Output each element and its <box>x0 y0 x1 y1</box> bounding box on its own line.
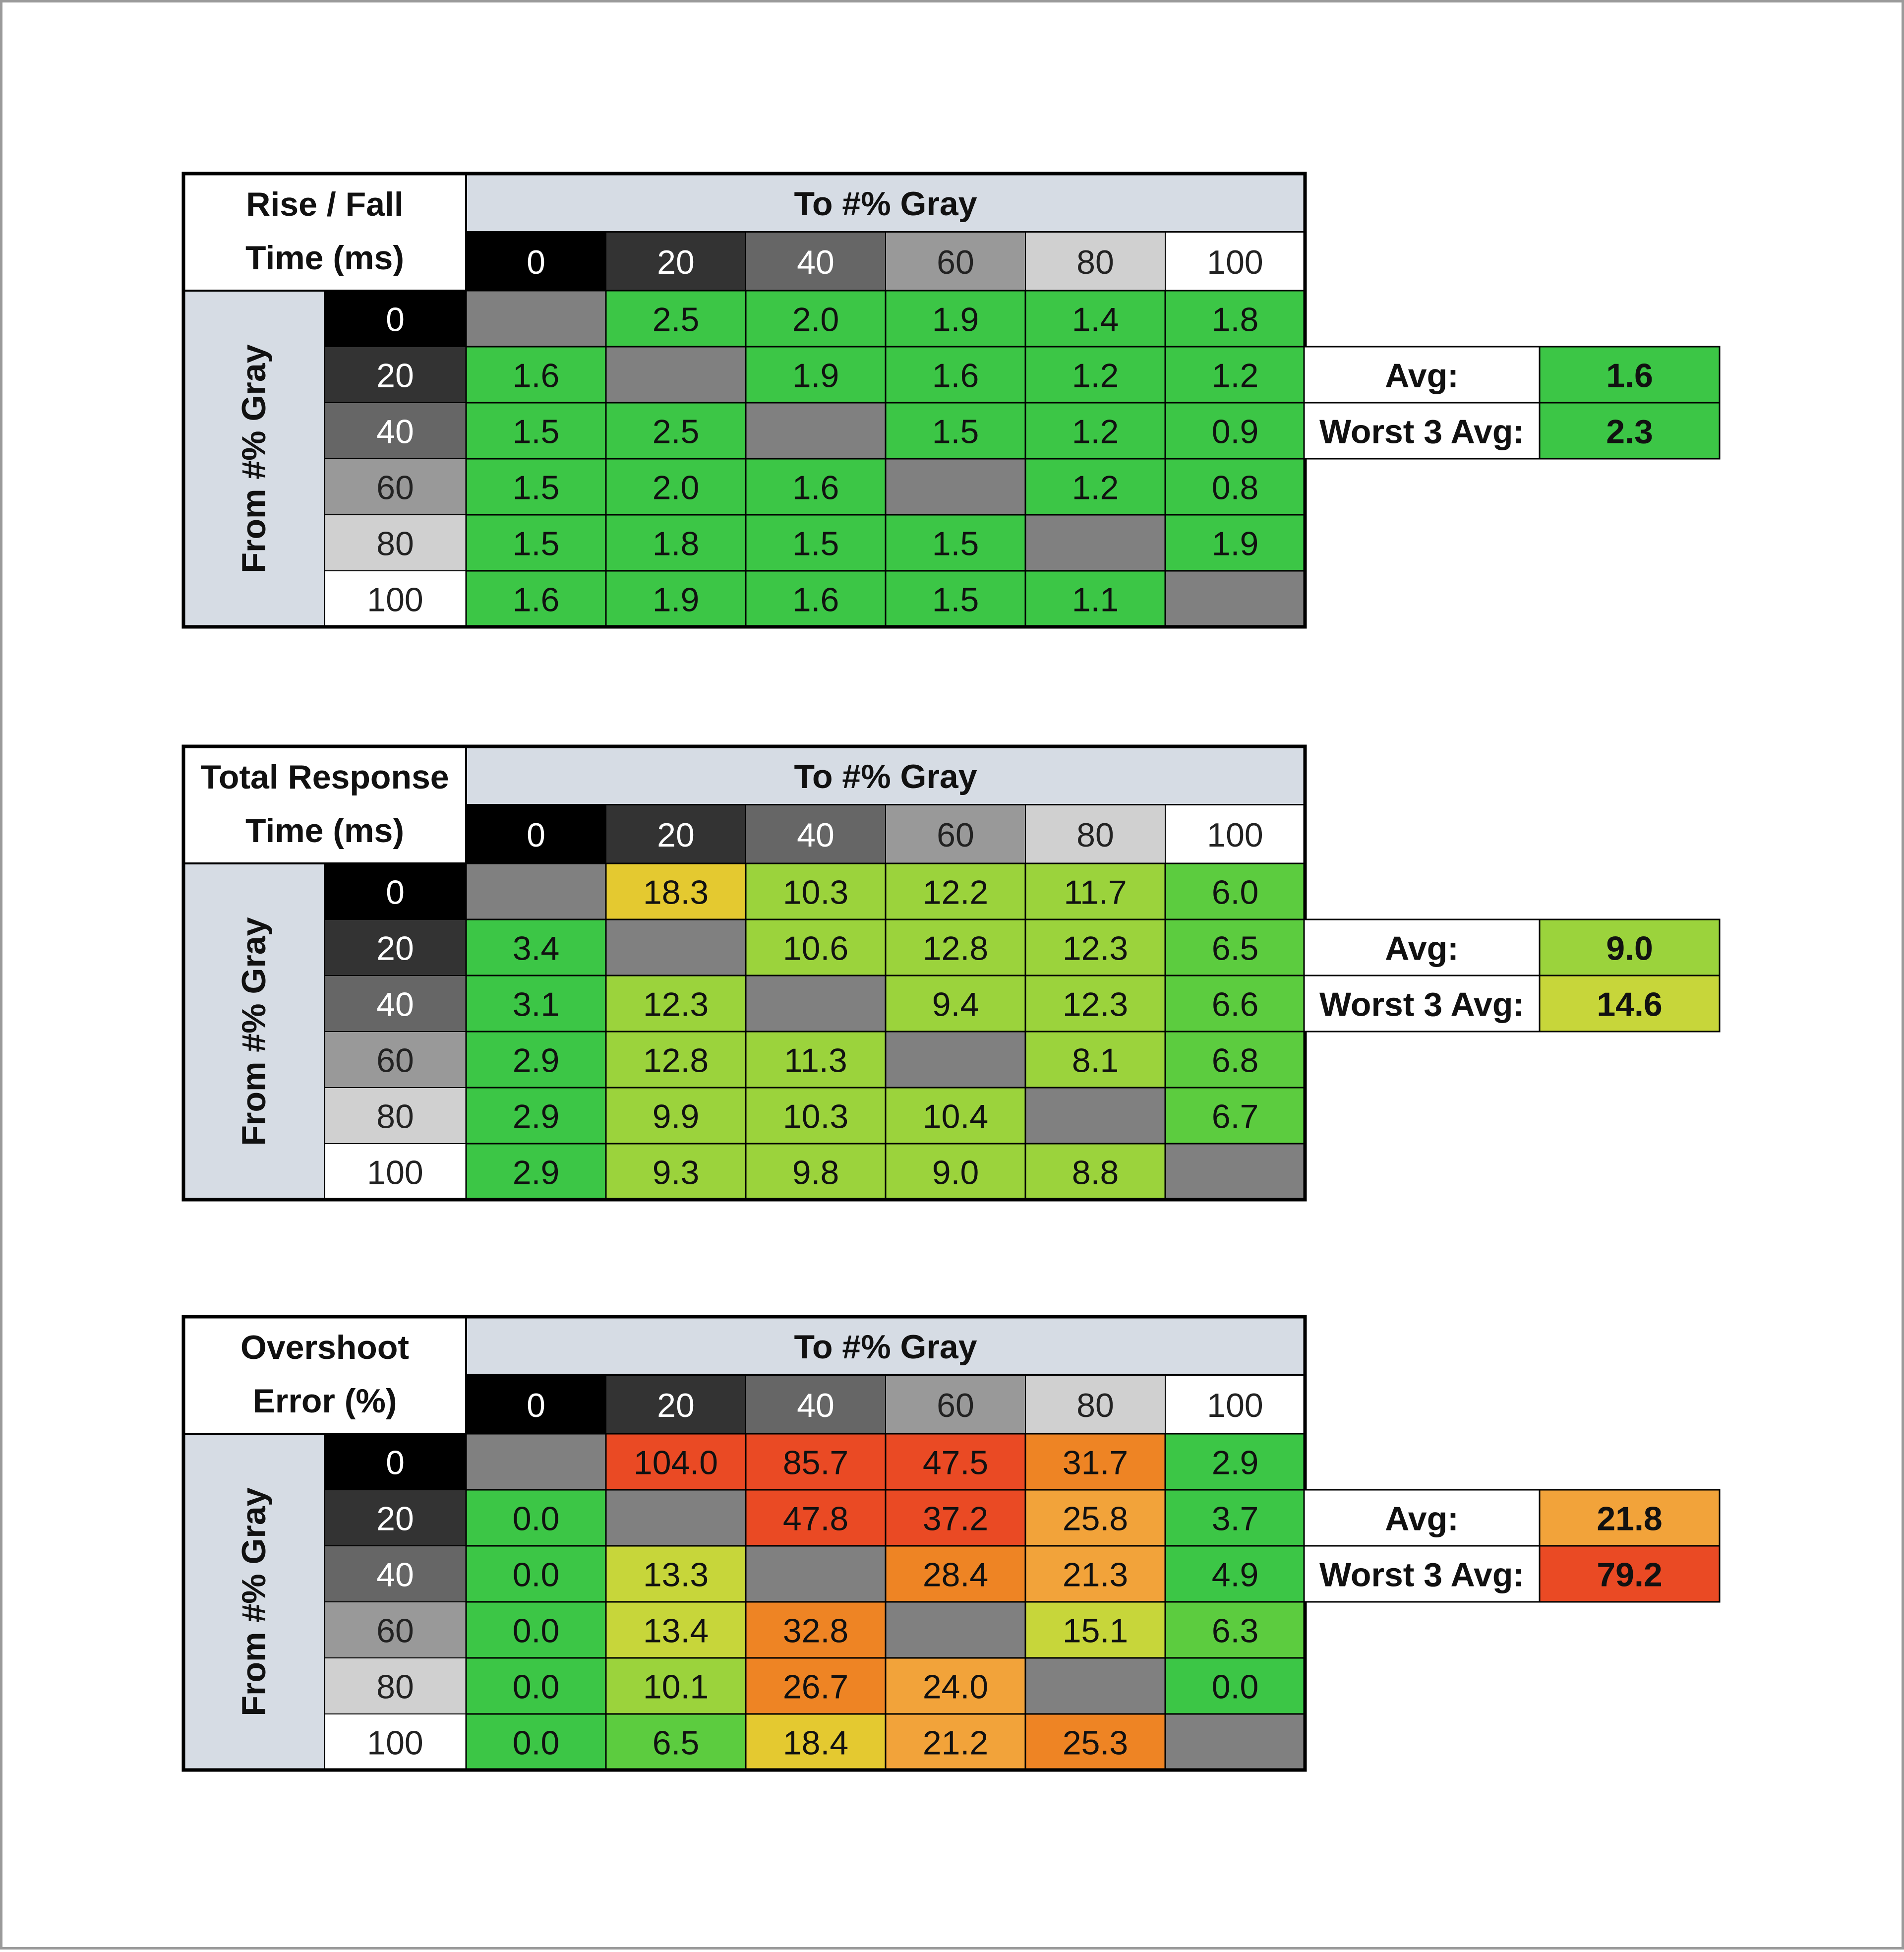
column-level-label: 100 <box>1207 244 1263 281</box>
heatmap-cell-value: 2.9 <box>512 1098 560 1136</box>
heatmap-cell <box>886 1602 1025 1658</box>
heatmap-cell <box>606 1490 746 1546</box>
heatmap-table-1 <box>183 174 1720 627</box>
heatmap-cell <box>606 347 746 403</box>
heatmap-cell-value: 1.5 <box>512 413 560 451</box>
row-level-label: 20 <box>376 929 414 968</box>
row-level-label: 40 <box>376 985 414 1024</box>
summary-value: 1.6 <box>1606 357 1653 395</box>
heatmap-cell-value: 28.4 <box>922 1556 989 1594</box>
column-level-label: 60 <box>937 816 974 854</box>
summary-label: Avg: <box>1385 929 1459 968</box>
column-level-label: 40 <box>797 1387 834 1424</box>
heatmap-cell-value: 0.0 <box>512 1556 560 1594</box>
column-level-label: 40 <box>797 816 834 854</box>
heatmap-cell <box>746 403 886 459</box>
heatmap-table-3 <box>183 1317 1720 1770</box>
row-level-label: 20 <box>376 357 414 395</box>
heatmap-cell-value: 13.4 <box>643 1612 709 1650</box>
heatmap-cell-value: 1.2 <box>1211 357 1259 395</box>
column-level-label: 40 <box>797 244 834 281</box>
heatmap-cell-value: 8.8 <box>1071 1154 1119 1192</box>
heatmap-cell-value: 1.6 <box>512 357 560 395</box>
heatmap-cell-value: 12.8 <box>643 1041 709 1080</box>
heatmap-cell-value: 6.5 <box>652 1724 700 1762</box>
row-level-label: 20 <box>376 1500 414 1538</box>
heatmap-cell-value: 1.9 <box>1211 525 1259 563</box>
row-level-label: 60 <box>376 1041 414 1080</box>
column-level-label: 100 <box>1207 816 1263 854</box>
row-level-label: 80 <box>376 525 414 563</box>
column-level-label: 0 <box>527 244 545 281</box>
row-level-label: 0 <box>386 873 405 912</box>
column-level-label: 20 <box>657 244 695 281</box>
row-level-label: 80 <box>376 1668 414 1706</box>
heatmap-cell-value: 85.7 <box>782 1444 849 1482</box>
heatmap-cell-value: 1.9 <box>652 581 700 619</box>
heatmap-cell-value: 21.3 <box>1062 1556 1129 1594</box>
heatmap-cell-value: 0.0 <box>512 1500 560 1538</box>
heatmap-cell-value: 11.3 <box>784 1041 847 1080</box>
column-level-label: 0 <box>527 816 545 854</box>
row-group-header-label: From #% Gray <box>235 1487 273 1716</box>
heatmap-cell-value: 10.3 <box>782 873 849 912</box>
heatmap-cell <box>746 976 886 1032</box>
heatmap-cell-value: 47.8 <box>782 1500 849 1538</box>
summary-value: 2.3 <box>1606 413 1653 451</box>
response-time-heatmaps <box>2 2 1904 1952</box>
heatmap-cell-value: 21.2 <box>922 1724 989 1762</box>
heatmap-cell-value: 1.5 <box>512 469 560 507</box>
column-level-label: 20 <box>657 816 695 854</box>
heatmap-cell-value: 2.0 <box>652 469 700 507</box>
table-title-line1: Overshoot <box>240 1329 410 1366</box>
heatmap-cell-value: 9.8 <box>792 1154 839 1192</box>
column-level-label: 60 <box>937 244 974 281</box>
heatmap-cell-value: 6.6 <box>1211 985 1259 1024</box>
heatmap-cell-value: 1.2 <box>1071 357 1119 395</box>
heatmap-cell-value: 1.4 <box>1071 301 1119 339</box>
row-level-label: 100 <box>367 1154 423 1192</box>
heatmap-cell-value: 18.4 <box>782 1724 849 1762</box>
heatmap-cell <box>886 1032 1025 1088</box>
heatmap-cell-value: 8.1 <box>1071 1041 1119 1080</box>
heatmap-cell-value: 6.0 <box>1211 873 1259 912</box>
summary-label: Worst 3 Avg: <box>1319 413 1525 451</box>
table-title-line1: Rise / Fall <box>246 185 404 223</box>
table-title-line2: Time (ms) <box>245 812 404 850</box>
heatmap-cell-value: 9.4 <box>932 985 979 1024</box>
heatmap-cell-value: 15.1 <box>1062 1612 1129 1650</box>
heatmap-cell <box>466 1434 606 1490</box>
heatmap-cell-value: 1.2 <box>1071 413 1119 451</box>
heatmap-cell-value: 9.3 <box>652 1154 700 1192</box>
summary-label: Worst 3 Avg: <box>1319 1556 1525 1594</box>
row-group-header-label: From #% Gray <box>235 917 273 1146</box>
heatmap-cell <box>466 863 606 919</box>
heatmap-cell-value: 3.4 <box>512 929 560 968</box>
row-level-label: 100 <box>367 1724 423 1762</box>
summary-label: Avg: <box>1385 357 1459 395</box>
heatmap-cell-value: 25.3 <box>1062 1724 1129 1762</box>
heatmap-cell-value: 25.8 <box>1062 1500 1129 1538</box>
heatmap-cell-value: 2.9 <box>512 1041 560 1080</box>
row-level-label: 40 <box>376 413 414 451</box>
heatmap-cell-value: 12.2 <box>922 873 989 912</box>
heatmap-cell-value: 1.5 <box>512 525 560 563</box>
heatmap-cell-value: 0.0 <box>1211 1668 1259 1706</box>
heatmap-cell-value: 6.7 <box>1211 1098 1259 1136</box>
heatmap-cell-value: 12.3 <box>1062 985 1129 1024</box>
summary-value: 79.2 <box>1597 1556 1663 1594</box>
row-level-label: 80 <box>376 1098 414 1136</box>
row-level-label: 60 <box>376 1612 414 1650</box>
heatmap-table-2 <box>183 746 1720 1200</box>
heatmap-cell-value: 10.4 <box>922 1098 989 1136</box>
column-level-label: 20 <box>657 1387 695 1424</box>
heatmap-cell-value: 0.0 <box>512 1612 560 1650</box>
heatmap-cell-value: 31.7 <box>1062 1444 1129 1482</box>
heatmap-cell-value: 18.3 <box>643 873 709 912</box>
heatmap-cell-value: 12.3 <box>643 985 709 1024</box>
heatmap-cell-value: 26.7 <box>782 1668 849 1706</box>
summary-label: Worst 3 Avg: <box>1319 985 1525 1024</box>
summary-value: 14.6 <box>1597 985 1663 1024</box>
heatmap-cell-value: 1.5 <box>932 525 979 563</box>
row-level-label: 0 <box>386 1444 405 1482</box>
heatmap-cell-value: 9.9 <box>652 1098 700 1136</box>
heatmap-cell-value: 12.8 <box>922 929 989 968</box>
heatmap-cell <box>1165 571 1305 627</box>
column-group-header-label: To #% Gray <box>794 1328 977 1366</box>
heatmap-cell-value: 6.8 <box>1211 1041 1259 1080</box>
heatmap-cell <box>1025 515 1165 571</box>
heatmap-cell-value: 1.5 <box>792 525 839 563</box>
heatmap-cell-value: 1.6 <box>792 581 839 619</box>
table-title-line2: Error (%) <box>252 1382 397 1420</box>
heatmap-cell-value: 37.2 <box>922 1500 989 1538</box>
heatmap-cell-value: 6.3 <box>1211 1612 1259 1650</box>
column-group-header-label: To #% Gray <box>794 758 977 795</box>
heatmap-cell-value: 10.6 <box>782 929 849 968</box>
heatmap-cell-value: 1.5 <box>932 413 979 451</box>
heatmap-cell-value: 32.8 <box>782 1612 849 1650</box>
heatmap-cell-value: 2.5 <box>652 413 700 451</box>
row-level-label: 40 <box>376 1556 414 1594</box>
heatmap-cell-value: 104.0 <box>633 1444 718 1482</box>
heatmap-cell <box>466 291 606 347</box>
heatmap-cell <box>1025 1658 1165 1714</box>
column-level-label: 0 <box>527 1387 545 1424</box>
heatmap-cell-value: 6.5 <box>1211 929 1259 968</box>
row-level-label: 100 <box>367 581 423 619</box>
summary-value: 9.0 <box>1606 929 1653 968</box>
heatmap-cell-value: 0.0 <box>512 1724 560 1762</box>
heatmap-cell-value: 1.8 <box>652 525 700 563</box>
heatmap-cell-value: 2.9 <box>512 1154 560 1192</box>
heatmap-cell-value: 1.9 <box>792 357 839 395</box>
heatmap-cell <box>1165 1714 1305 1770</box>
heatmap-cell-value: 1.5 <box>932 581 979 619</box>
heatmap-cell-value: 1.2 <box>1071 469 1119 507</box>
heatmap-cell-value: 1.6 <box>512 581 560 619</box>
table-title-line2: Time (ms) <box>245 239 404 277</box>
heatmap-cell-value: 10.1 <box>643 1668 709 1706</box>
heatmap-cell-value: 13.3 <box>643 1556 709 1594</box>
summary-label: Avg: <box>1385 1500 1459 1538</box>
heatmap-cell <box>1165 1144 1305 1200</box>
heatmap-cell <box>606 919 746 976</box>
heatmap-cell-value: 24.0 <box>922 1668 989 1706</box>
column-level-label: 80 <box>1076 816 1114 854</box>
heatmap-cell-value: 9.0 <box>932 1154 979 1192</box>
heatmap-cell-value: 1.6 <box>792 469 839 507</box>
column-level-label: 100 <box>1207 1387 1263 1424</box>
heatmap-cell-value: 0.9 <box>1211 413 1259 451</box>
heatmap-cell-value: 1.1 <box>1071 581 1119 619</box>
heatmap-cell-value: 3.1 <box>512 985 560 1024</box>
column-group-header-label: To #% Gray <box>794 185 977 223</box>
heatmap-cell-value: 1.6 <box>932 357 979 395</box>
heatmap-cell-value: 0.0 <box>512 1668 560 1706</box>
heatmap-cell-value: 47.5 <box>922 1444 989 1482</box>
column-level-label: 60 <box>937 1387 974 1424</box>
heatmap-cell-value: 2.9 <box>1211 1444 1259 1482</box>
heatmap-cell-value: 3.7 <box>1211 1500 1259 1538</box>
heatmap-cell-value: 2.5 <box>652 301 700 339</box>
table-title-line1: Total Response <box>200 758 449 796</box>
summary-value: 21.8 <box>1597 1500 1663 1538</box>
heatmap-cell <box>1025 1088 1165 1144</box>
row-level-label: 0 <box>386 301 405 339</box>
heatmap-cell <box>746 1546 886 1602</box>
heatmap-cell-value: 2.0 <box>792 301 839 339</box>
heatmap-cell-value: 11.7 <box>1064 873 1127 912</box>
heatmap-cell-value: 4.9 <box>1211 1556 1259 1594</box>
heatmap-cell-value: 12.3 <box>1062 929 1129 968</box>
heatmap-cell-value: 1.8 <box>1211 301 1259 339</box>
heatmap-cell <box>886 459 1025 515</box>
heatmap-cell-value: 0.8 <box>1211 469 1259 507</box>
heatmap-cell-value: 1.9 <box>932 301 979 339</box>
row-level-label: 60 <box>376 469 414 507</box>
column-level-label: 80 <box>1076 1387 1114 1424</box>
row-group-header-label: From #% Gray <box>235 344 273 573</box>
heatmap-cell-value: 10.3 <box>782 1098 849 1136</box>
column-level-label: 80 <box>1076 244 1114 281</box>
